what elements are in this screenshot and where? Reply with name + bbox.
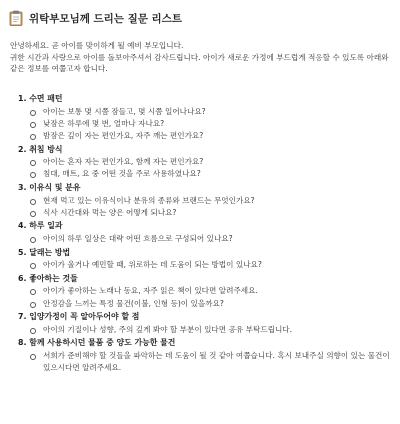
question-list (18, 106, 392, 143)
section-number: 8. (18, 338, 27, 348)
circle-bullet-icon (30, 160, 36, 166)
question-section (18, 93, 392, 142)
question-item (30, 350, 392, 374)
section-number: 4. (18, 221, 27, 231)
section-number: 2. (18, 144, 27, 154)
question-item (30, 168, 392, 180)
circle-bullet-icon (30, 354, 36, 360)
section-title: 하루 일과 (29, 221, 63, 231)
section-number: 1. (18, 94, 27, 103)
circle-bullet-icon (30, 263, 36, 269)
section-number: 6. (18, 273, 27, 283)
question-list (18, 350, 392, 374)
question-item (30, 156, 392, 168)
question-item (30, 298, 392, 310)
section-title: 좋아하는 것들 (29, 273, 78, 283)
section-heading (18, 93, 392, 106)
section-heading (18, 182, 392, 195)
question-text: 낮잠은 하루에 몇 번, 얼마나 자나요? (43, 118, 165, 128)
question-item (30, 285, 392, 297)
title-row (9, 9, 182, 27)
section-title: 이유식 및 분유 (29, 183, 81, 193)
question-text: 아이가 좋아하는 노래나 동요, 자주 읽은 책이 있다면 알려주세요. (43, 286, 258, 296)
question-text: 아이의 하루 일상은 대략 어떤 흐름으로 구성되어 있나요? (43, 233, 233, 243)
question-text: 아이의 기질이나 성향, 주의 깊게 봐야 할 부분이 있다면 공유 부탁드립니다. (43, 324, 293, 334)
question-text: 밤잠은 깊이 자는 편인가요, 자주 깨는 편인가요? (43, 130, 204, 140)
question-item (30, 118, 392, 130)
intro-greeting: 안녕하세요. 곧 아이를 맞이하게 될 예비 부모입니다. (10, 41, 184, 50)
question-list (18, 259, 392, 271)
circle-bullet-icon (30, 289, 36, 295)
circle-bullet-icon (30, 172, 36, 178)
question-text: 아이는 보통 몇 시쯤 잠들고, 몇 시쯤 일어나나요? (43, 106, 206, 116)
section-title: 함께 사용하시던 물품 중 양도 가능한 물건 (29, 338, 176, 348)
circle-bullet-icon (30, 122, 36, 128)
circle-bullet-icon (30, 302, 36, 308)
section-title: 달래는 방법 (29, 247, 71, 257)
question-text: 서희가 준비해야 할 것들을 파악하는 데 도움이 될 것 같아 여쭙습니다. 혹시 보내주실 의향이 있는 물건이 있으시다면 알려주세요. (43, 350, 390, 373)
section-heading (18, 144, 392, 157)
question-item (30, 259, 392, 271)
question-text: 안정감을 느끼는 특정 물건(이불, 인형 등)이 있을까요? (43, 298, 224, 308)
question-section (18, 144, 392, 181)
section-number: 5. (18, 247, 27, 257)
section-number: 7. (18, 312, 27, 322)
question-item (30, 324, 392, 336)
circle-bullet-icon (30, 211, 36, 217)
question-section (18, 247, 392, 272)
question-item (30, 195, 392, 207)
question-item (30, 106, 392, 118)
question-section (18, 337, 392, 374)
section-heading (18, 247, 392, 260)
circle-bullet-icon (30, 134, 36, 140)
question-section (18, 182, 392, 219)
question-item (30, 130, 392, 142)
section-heading (18, 311, 392, 324)
clipboard-icon (9, 10, 23, 26)
circle-bullet-icon (30, 110, 36, 116)
intro-thanks: 귀한 시간과 사랑으로 아이를 돌보아주셔서 감사드립니다. 아이가 새로운 가정에 부드럽게 적응할 수 있도록 아래와 같은 정보를 여쭙고자 합니다. (10, 52, 389, 73)
section-heading (18, 337, 392, 350)
question-sections (18, 93, 392, 376)
question-text: 침대, 매트, 요 중 어떤 것을 주로 사용하였나요? (43, 169, 201, 179)
question-text: 아이가 울거나 예민할 때, 위로하는 데 도움이 되는 방법이 있나요? (43, 260, 262, 270)
circle-bullet-icon (30, 237, 36, 243)
circle-bullet-icon (30, 199, 36, 205)
section-title: 입양가정이 꼭 알아두어야 할 점 (29, 312, 140, 322)
section-heading (18, 220, 392, 233)
question-section (18, 311, 392, 336)
question-text: 현재 먹고 있는 이유식이나 분유의 종류와 브랜드는 무엇인가요? (43, 195, 255, 205)
intro-text (10, 40, 394, 75)
question-text: 식사 시간대와 먹는 양은 어떻게 되나요? (43, 207, 177, 217)
question-item (30, 233, 392, 245)
section-title: 취침 방식 (29, 144, 63, 154)
section-title: 수면 패턴 (29, 94, 63, 103)
section-heading (18, 273, 392, 286)
question-list (18, 195, 392, 219)
question-list (18, 285, 392, 309)
question-section (18, 273, 392, 310)
question-list (18, 233, 392, 245)
question-section (18, 220, 392, 245)
question-item (30, 207, 392, 219)
page-title: 위탁부모님께 드리는 질문 리스트 (29, 12, 182, 25)
circle-bullet-icon (30, 328, 36, 334)
question-list (18, 324, 392, 336)
question-list (18, 156, 392, 180)
question-text: 아이는 혼자 자는 편인가요, 함께 자는 편인가요? (43, 157, 204, 167)
section-number: 3. (18, 183, 27, 193)
